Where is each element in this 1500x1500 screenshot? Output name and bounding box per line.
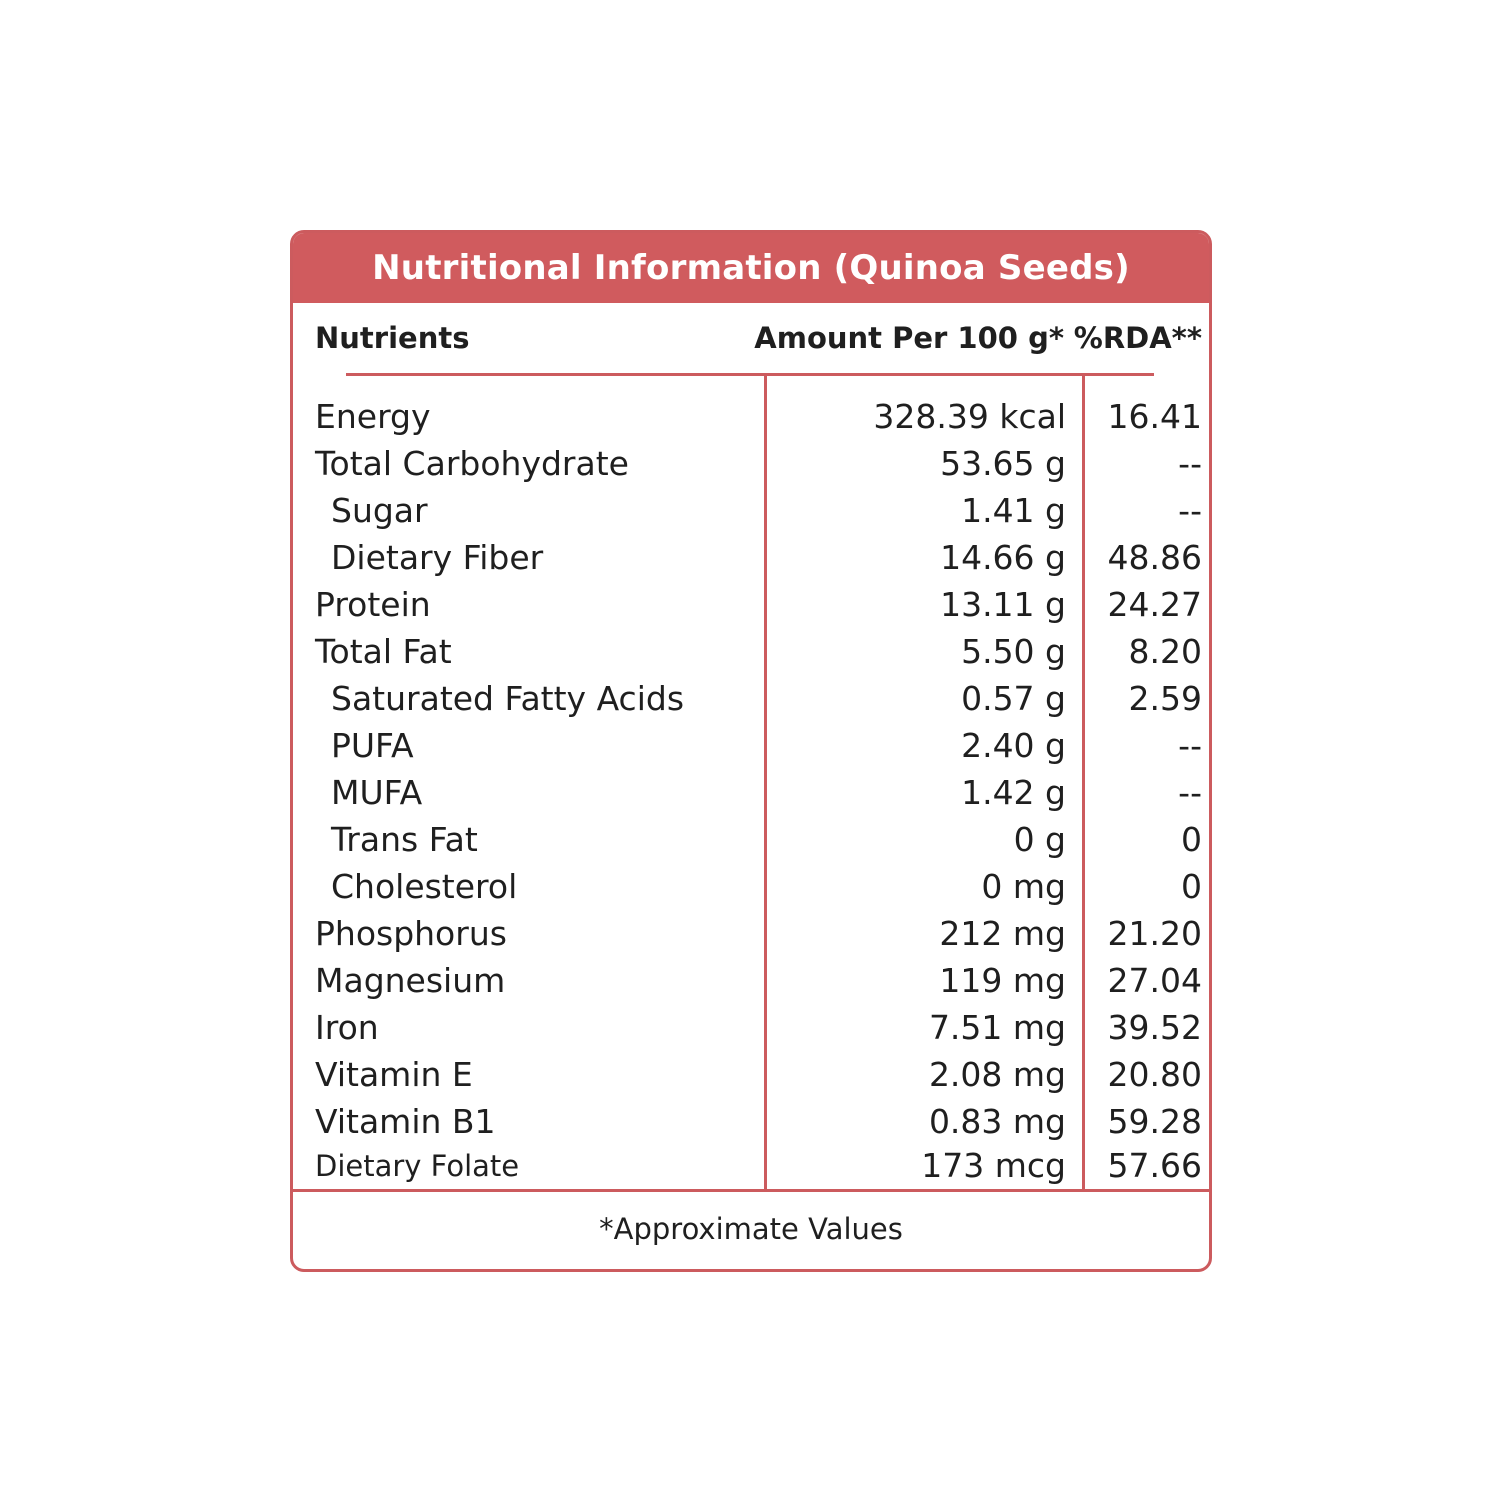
nutrient-rda: -- xyxy=(1178,444,1202,483)
nutrient-name: Dietary Folate xyxy=(315,1149,520,1183)
nutrient-name: Energy xyxy=(315,397,431,436)
table-row xyxy=(0,911,1500,957)
nutrient-amount: 328.39 kcal xyxy=(873,397,1066,436)
nutrient-name: Cholesterol xyxy=(331,867,518,906)
table-row xyxy=(0,864,1500,910)
nutrient-name: Iron xyxy=(315,1008,379,1047)
nutrient-rda: 0 xyxy=(1181,867,1202,906)
header-amount: Amount Per 100 g* xyxy=(754,321,1064,355)
nutrient-amount: 2.40 g xyxy=(961,726,1066,765)
nutrient-rda: 16.41 xyxy=(1107,397,1202,436)
nutrient-name: Saturated Fatty Acids xyxy=(331,679,685,718)
table-row xyxy=(0,629,1500,675)
table-row xyxy=(0,1052,1500,1098)
table-title: Nutritional Information (Quinoa Seeds) xyxy=(293,233,1209,303)
table-row xyxy=(0,770,1500,816)
footnote: *Approximate Values xyxy=(599,1212,903,1246)
nutrient-amount: 1.42 g xyxy=(961,773,1066,812)
nutrient-amount: 5.50 g xyxy=(961,632,1066,671)
nutrient-name: Phosphorus xyxy=(315,914,507,953)
table-row xyxy=(0,1143,1500,1189)
nutrient-amount: 2.08 mg xyxy=(928,1055,1066,1094)
nutrient-name: Dietary Fiber xyxy=(331,538,544,577)
table-row xyxy=(0,1005,1500,1051)
nutrient-rda: 24.27 xyxy=(1107,585,1202,624)
nutrient-amount: 13.11 g xyxy=(940,585,1066,624)
nutrient-rda: 39.52 xyxy=(1107,1008,1202,1047)
nutrient-rda: 48.86 xyxy=(1107,538,1202,577)
nutrient-amount: 212 mg xyxy=(939,914,1066,953)
nutrient-amount: 53.65 g xyxy=(940,444,1066,483)
nutrient-name: PUFA xyxy=(331,726,414,765)
table-row xyxy=(0,535,1500,581)
table-row xyxy=(0,958,1500,1004)
header-nutrients: Nutrients xyxy=(315,321,470,355)
nutrient-rda: -- xyxy=(1178,491,1202,530)
nutrient-rda: 27.04 xyxy=(1107,961,1202,1000)
nutrient-amount: 7.51 mg xyxy=(928,1008,1066,1047)
nutrient-amount: 0 mg xyxy=(981,867,1066,906)
nutrient-name: MUFA xyxy=(331,773,423,812)
nutrient-rda: 8.20 xyxy=(1128,632,1202,671)
table-row xyxy=(0,488,1500,534)
nutrient-name: Sugar xyxy=(331,491,428,530)
nutrient-rda: -- xyxy=(1178,726,1202,765)
nutrient-amount: 0 g xyxy=(1013,820,1066,859)
nutrient-amount: 0.83 mg xyxy=(928,1102,1066,1141)
nutrient-amount: 173 mcg xyxy=(921,1146,1066,1185)
nutrient-rda: 57.66 xyxy=(1107,1146,1202,1185)
table-row xyxy=(0,723,1500,769)
nutrient-amount: 14.66 g xyxy=(940,538,1066,577)
nutrient-name: Vitamin E xyxy=(315,1055,473,1094)
nutrient-rda: 21.20 xyxy=(1107,914,1202,953)
nutrient-name: Protein xyxy=(315,585,431,624)
table-row xyxy=(0,582,1500,628)
nutrient-name: Magnesium xyxy=(315,961,506,1000)
table-row xyxy=(0,394,1500,440)
nutrient-name: Total Fat xyxy=(315,632,452,671)
nutrient-rda: -- xyxy=(1178,773,1202,812)
nutrient-rda: 59.28 xyxy=(1107,1102,1202,1141)
nutrient-rda: 0 xyxy=(1181,820,1202,859)
nutrient-amount: 119 mg xyxy=(939,961,1066,1000)
table-row xyxy=(0,1099,1500,1145)
nutrient-rda: 2.59 xyxy=(1128,679,1202,718)
nutrient-amount: 1.41 g xyxy=(961,491,1066,530)
nutrient-name: Total Carbohydrate xyxy=(315,444,629,483)
header-divider xyxy=(346,373,1154,376)
table-row xyxy=(0,441,1500,487)
table-row xyxy=(0,817,1500,863)
header-rda: %RDA** xyxy=(1073,321,1202,355)
nutrient-name: Vitamin B1 xyxy=(315,1102,496,1141)
table-row xyxy=(0,676,1500,722)
nutrient-amount: 0.57 g xyxy=(961,679,1066,718)
nutrient-name: Trans Fat xyxy=(331,820,478,859)
nutrient-rda: 20.80 xyxy=(1107,1055,1202,1094)
